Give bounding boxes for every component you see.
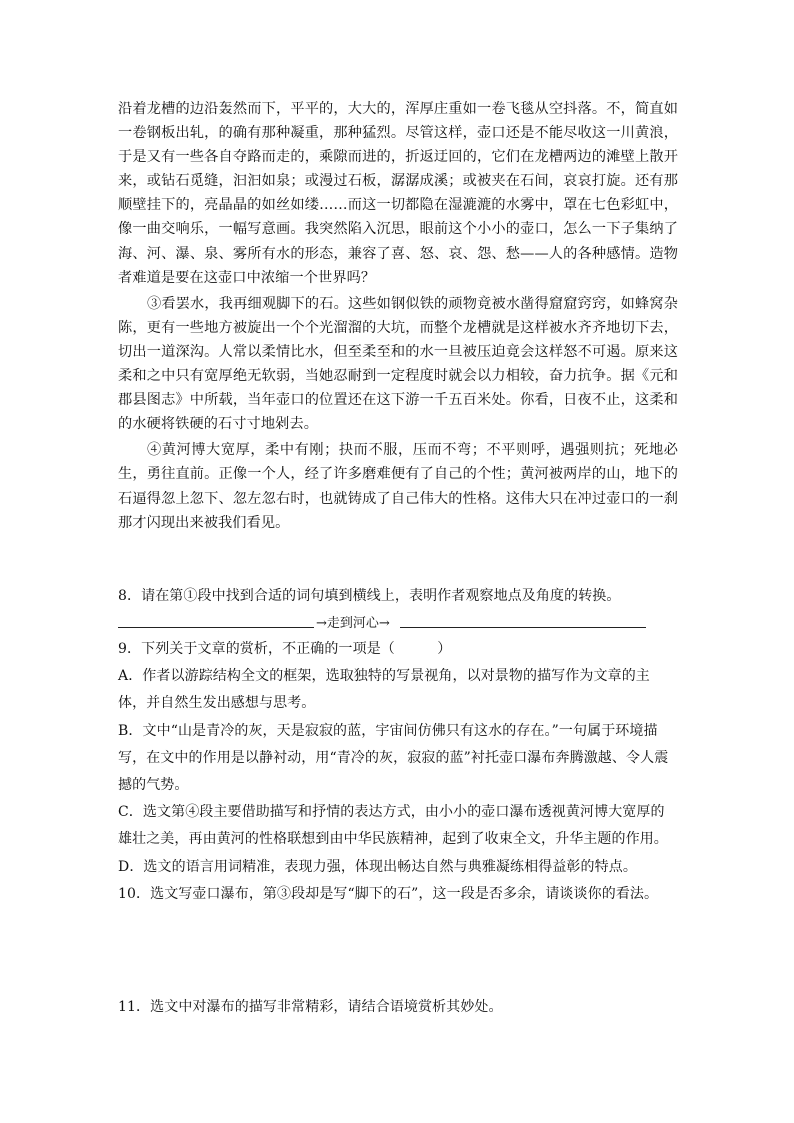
passage-paragraph-3: ③看罢水，我再细观脚下的石。这些如钢似铁的顽物竟被水凿得窟窟窍窍，如蜂窝杂陈，更有一些地方被旋出一个个光溜溜的大坑，而整个龙槽就是这样被水齐齐地切下去，切出一道深沟。人常以柔情比水，但至柔至和的水一旦被压迫竟会这样怒不可遏。原来这柔和之中只有宽厚绝无软弱，当她忍耐到一定程度时就会以力相较，奋力抗争。据《元和郡县图志》中所载，当年壶口的位置还在这下游一千五百米处。你看，日夜不止，这柔和的水硬将铁硬的石寸寸地剁去。	[118, 295, 678, 433]
option-d: D．选文的语言用词精准，表现力强，体现出畅达自然与典雅凝练相得益彰的特点。	[118, 858, 637, 875]
question-8-text: 8．请在第①段中找到合适的词句填到横线上，表明作者观察地点及角度的转换。	[118, 588, 621, 604]
question-10-text: 10．选文写壶口瀑布，第③段却是写“脚下的石”，这一段是否多余，请谈谈你的看法。	[118, 885, 659, 902]
option-c: C．选文第④段主要借助描写和抒情的表达方式，由小小的壶口瀑布透视黄河博大宽厚的雄壮之美，再由黄河的性格联想到由中华民族精神，起到了收束全文，升华主题的作用。	[118, 804, 668, 848]
question-8-answer-line	[118, 612, 648, 632]
passage	[118, 97, 678, 535]
question-9	[118, 636, 678, 908]
arrow-walk-to-river-center: →走到河心→	[316, 616, 390, 631]
answer-blank-2[interactable]	[400, 627, 646, 628]
option-a: A．作者以游踪结构全文的框架，选取独特的写景视角，以对景物的描写作为文章的主体，并自然生发出感想与思考。	[118, 668, 650, 712]
question-8	[118, 583, 678, 610]
option-b: B．文中“山是青冷的灰，天是寂寂的蓝，宇宙间仿佛只有这水的存在。”一句属于环境描写，在文中的作用是以静衬动，用“青冷的灰，寂寂的蓝”衬托壶口瀑布奔腾激越、令人震撼的气势。	[118, 722, 669, 794]
question-11-text: 11．选文中对瀑布的描写非常精彩，请结合语境赏析其妙处。	[118, 999, 503, 1015]
passage-paragraph-4: ④黄河博大宽厚，柔中有刚；抉而不服，压而不弯；不平则呼，遇强则抗；死地必生，勇往直前。正像一个人，经了许多磨难便有了自己的个性；黄河被两岸的山，地下的石逼得忽上忽下、忽左忽右时，也就铸成了自己伟大的性格。这伟大只在冲过壶口的一刹那才闪现出来被我们看见。	[118, 442, 678, 531]
passage-paragraph-continued: 沿着龙槽的边沿轰然而下，平平的，大大的，浑厚庄重如一卷飞毯从空抖落。不，简直如一卷钢板出轧，的确有那种凝重，那种猛烈。尽管这样，壶口还是不能尽收这一川黄浪，于是又有一些各自夺路而走的，乘隙而进的，折返迂回的，它们在龙槽两边的滩壁上散开来，或钻石觅缝，汩汩如泉；或漫过石板，潺潺成溪；或被夹在石间，哀哀打旋。还有那顺壁挂下的，亮晶晶的如丝如缕……而这一切都隐在湿漉漉的水雾中，罩在七色彩虹中，像一曲交响乐，一幅写意画。我突然陷入沉思，眼前这个小小的壶口，怎么一下子集纳了海、河、瀑、泉、雾所有水的形态，兼容了喜、怒、哀、怨、愁——人的各种感情。造物者难道是要在这壶口中浓缩一个世界吗？	[118, 101, 678, 286]
answer-blank-1[interactable]	[118, 627, 314, 628]
question-11	[118, 994, 678, 1021]
question-9-text: 9．下列关于文章的赏析，不正确的一项是（ ）	[118, 641, 452, 657]
